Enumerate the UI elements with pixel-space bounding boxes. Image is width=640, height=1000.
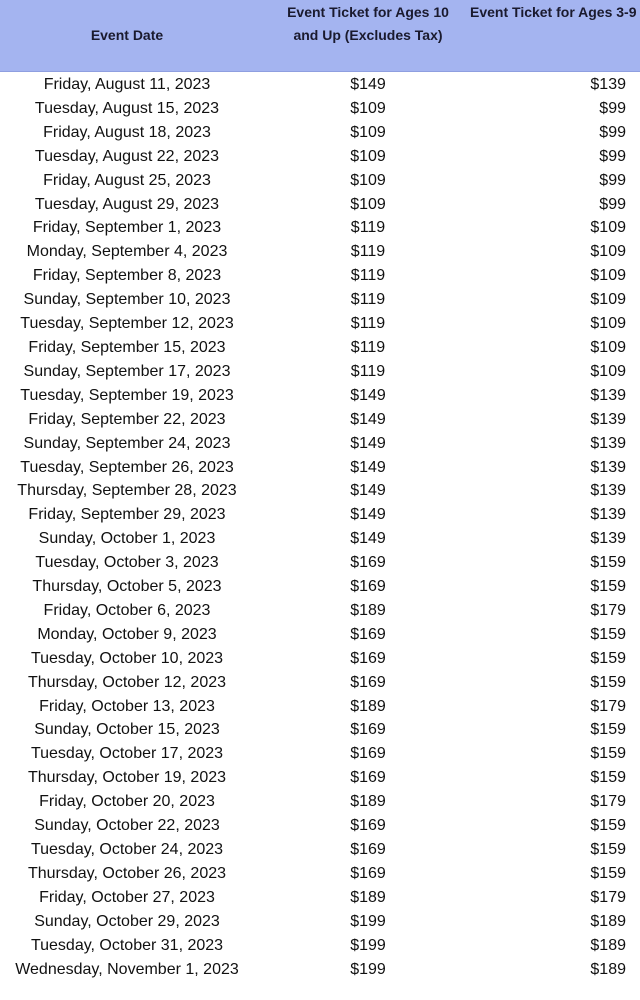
event-date-cell: Thursday, October 12, 2023	[27, 673, 227, 691]
child-price-cell: $159	[590, 817, 626, 835]
child-price-cell: $179	[590, 793, 626, 811]
child-price-cell: $139	[590, 386, 626, 404]
event-date-cell: Tuesday, October 31, 2023	[30, 936, 224, 954]
adult-price-cell: $149	[350, 386, 386, 404]
table-row	[0, 216, 640, 240]
adult-price-cell: $189	[350, 888, 386, 906]
table-row	[0, 790, 640, 814]
child-price-cell: $99	[599, 171, 626, 189]
adult-price-cell: $149	[350, 76, 386, 93]
event-date-cell: Friday, August 18, 2023	[43, 123, 211, 141]
column-header-ages-10-and-up: Event Ticket for Ages 10 and Up (Excludes Tax)	[287, 4, 449, 43]
adult-price-cell: $189	[350, 793, 386, 811]
table-row	[0, 240, 640, 264]
child-price-cell: $109	[590, 267, 626, 285]
child-price-cell: $159	[590, 745, 626, 763]
event-date-cell: Tuesday, August 15, 2023	[34, 99, 220, 117]
table-row	[0, 575, 640, 599]
event-date-cell: Friday, September 29, 2023	[28, 506, 226, 524]
child-price-cell: $189	[590, 960, 626, 978]
table-row	[0, 456, 640, 480]
child-price-cell: $109	[590, 362, 626, 380]
table-row	[0, 360, 640, 384]
child-price-cell: $99	[599, 147, 626, 165]
table-row	[0, 551, 640, 575]
child-price-cell: $109	[590, 219, 626, 237]
adult-price-cell: $119	[350, 291, 386, 309]
table-row	[0, 934, 640, 958]
event-date-cell: Sunday, September 17, 2023	[23, 362, 231, 380]
event-date-cell: Sunday, October 22, 2023	[34, 817, 220, 835]
table-row	[0, 718, 640, 742]
event-date-cell: Friday, September 1, 2023	[32, 219, 222, 237]
event-date-cell: Tuesday, September 19, 2023	[20, 386, 234, 404]
adult-price-cell: $109	[350, 195, 386, 213]
table-row	[0, 288, 640, 312]
child-price-cell: $189	[590, 912, 626, 930]
child-price-cell: $159	[590, 554, 626, 572]
child-price-cell: $159	[590, 721, 626, 739]
table-row	[0, 145, 640, 169]
child-price-cell: $139	[590, 482, 626, 500]
adult-price-cell: $109	[350, 147, 386, 165]
child-price-cell: $109	[590, 291, 626, 309]
child-price-cell: $139	[590, 434, 626, 452]
adult-price-cell: $149	[350, 482, 386, 500]
table-row	[0, 838, 640, 862]
event-date-cell: Friday, September 15, 2023	[28, 338, 226, 356]
event-date-cell: Friday, September 8, 2023	[32, 267, 222, 285]
table-body	[0, 73, 640, 981]
adult-price-cell: $199	[350, 912, 386, 930]
adult-price-cell: $169	[350, 625, 386, 643]
child-price-cell: $159	[590, 578, 626, 596]
child-price-cell: $99	[599, 99, 626, 117]
child-price-cell: $159	[590, 769, 626, 787]
event-date-cell: Tuesday, October 3, 2023	[35, 554, 219, 572]
adult-price-cell: $149	[350, 434, 386, 452]
table-row	[0, 766, 640, 790]
event-date-cell: Sunday, October 1, 2023	[38, 530, 216, 548]
table-row	[0, 862, 640, 886]
table-row	[0, 73, 640, 97]
child-price-cell: $189	[590, 936, 626, 954]
event-date-cell: Tuesday, September 26, 2023	[20, 458, 234, 476]
adult-price-cell: $199	[350, 960, 386, 978]
event-date-cell: Friday, August 11, 2023	[43, 76, 211, 93]
child-price-cell: $159	[590, 625, 626, 643]
table-row	[0, 336, 640, 360]
child-price-cell: $99	[599, 195, 626, 213]
column-header-ages-3-9: Event Ticket for Ages 3-9	[470, 4, 637, 20]
event-date-cell: Friday, October 13, 2023	[39, 697, 215, 715]
event-date-cell: Tuesday, August 22, 2023	[34, 147, 220, 165]
child-price-cell: $179	[590, 697, 626, 715]
child-price-cell: $159	[590, 649, 626, 667]
table-row	[0, 97, 640, 121]
table-row	[0, 886, 640, 910]
event-date-cell: Tuesday, October 17, 2023	[30, 745, 224, 763]
child-price-cell: $179	[590, 888, 626, 906]
child-price-cell: $139	[590, 530, 626, 548]
event-date-cell: Tuesday, September 12, 2023	[20, 315, 234, 333]
table-header	[0, 0, 640, 72]
event-date-cell: Tuesday, October 24, 2023	[30, 841, 224, 858]
adult-price-cell: $149	[350, 530, 386, 548]
adult-price-cell: $169	[350, 864, 386, 882]
event-date-cell: Sunday, October 15, 2023	[34, 721, 220, 739]
adult-price-cell: $119	[350, 338, 386, 356]
event-date-cell: Tuesday, October 10, 2023	[30, 649, 224, 667]
child-price-cell: $109	[590, 243, 626, 261]
table-row	[0, 479, 640, 503]
event-date-cell: Sunday, September 24, 2023	[23, 434, 231, 452]
table-row	[0, 910, 640, 934]
child-price-cell: $159	[590, 841, 626, 858]
table-row	[0, 121, 640, 145]
table-row	[0, 503, 640, 527]
adult-price-cell: $119	[350, 243, 386, 261]
table-row	[0, 742, 640, 766]
child-price-cell: $159	[590, 673, 626, 691]
child-price-cell: $139	[590, 76, 626, 93]
table-row	[0, 814, 640, 838]
child-price-cell: $139	[590, 506, 626, 524]
event-date-cell: Friday, October 27, 2023	[39, 888, 215, 906]
column-header-event-date: Event Date	[90, 27, 164, 43]
adult-price-cell: $109	[350, 123, 386, 141]
table-row	[0, 695, 640, 719]
event-date-cell: Sunday, October 29, 2023	[34, 912, 220, 930]
event-date-cell: Sunday, September 10, 2023	[23, 291, 231, 309]
event-date-cell: Monday, September 4, 2023	[26, 243, 228, 261]
child-price-cell: $109	[590, 315, 626, 333]
table-row	[0, 408, 640, 432]
event-date-cell: Monday, October 9, 2023	[37, 625, 217, 643]
child-price-cell: $159	[590, 864, 626, 882]
adult-price-cell: $119	[350, 362, 386, 380]
adult-price-cell: $149	[350, 506, 386, 524]
adult-price-cell: $149	[350, 458, 386, 476]
child-price-cell: $179	[590, 601, 626, 619]
table-row	[0, 312, 640, 336]
event-date-cell: Thursday, October 26, 2023	[27, 864, 227, 882]
adult-price-cell: $119	[350, 219, 386, 237]
event-date-cell: Thursday, September 28, 2023	[17, 482, 237, 500]
event-date-cell: Friday, October 6, 2023	[43, 601, 211, 619]
adult-price-cell: $169	[350, 554, 386, 572]
adult-price-cell: $119	[350, 267, 386, 285]
adult-price-cell: $169	[350, 841, 386, 858]
adult-price-cell: $169	[350, 745, 386, 763]
table-row	[0, 432, 640, 456]
table-row	[0, 264, 640, 288]
adult-price-cell: $169	[350, 578, 386, 596]
table-row	[0, 958, 640, 982]
adult-price-cell: $189	[350, 697, 386, 715]
adult-price-cell: $169	[350, 721, 386, 739]
event-date-cell: Tuesday, August 29, 2023	[34, 195, 220, 213]
adult-price-cell: $109	[350, 171, 386, 189]
event-date-cell: Friday, October 20, 2023	[39, 793, 215, 811]
child-price-cell: $109	[590, 338, 626, 356]
adult-price-cell: $169	[350, 769, 386, 787]
table-row	[0, 384, 640, 408]
adult-price-cell: $149	[350, 410, 386, 428]
adult-price-cell: $119	[350, 315, 386, 333]
child-price-cell: $139	[590, 458, 626, 476]
event-date-cell: Wednesday, November 1, 2023	[15, 960, 239, 978]
adult-price-cell: $169	[350, 649, 386, 667]
event-date-cell: Friday, August 25, 2023	[43, 171, 211, 189]
adult-price-cell: $169	[350, 673, 386, 691]
table-row	[0, 671, 640, 695]
child-price-cell: $139	[590, 410, 626, 428]
table-row	[0, 599, 640, 623]
adult-price-cell: $189	[350, 601, 386, 619]
table-row	[0, 169, 640, 193]
table-row	[0, 193, 640, 217]
event-date-cell: Friday, September 22, 2023	[28, 410, 226, 428]
child-price-cell: $99	[599, 123, 626, 141]
table-row	[0, 527, 640, 551]
table-row	[0, 647, 640, 671]
table-row	[0, 623, 640, 647]
adult-price-cell: $199	[350, 936, 386, 954]
adult-price-cell: $109	[350, 99, 386, 117]
adult-price-cell: $169	[350, 817, 386, 835]
event-date-cell: Thursday, October 19, 2023	[27, 769, 227, 787]
event-date-cell: Thursday, October 5, 2023	[32, 578, 222, 596]
